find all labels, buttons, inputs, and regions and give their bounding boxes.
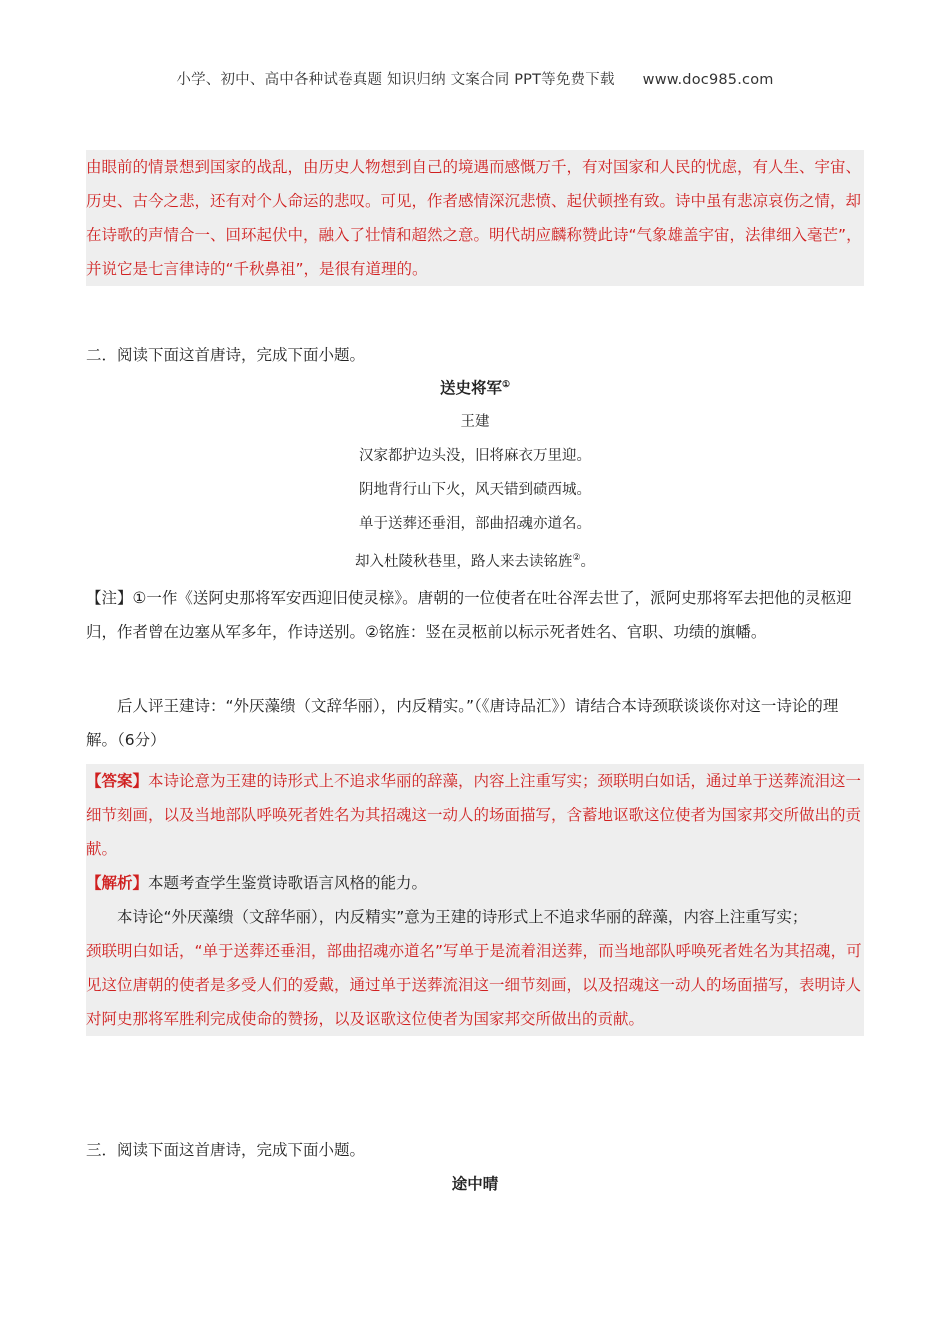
poem-title-text: 送史将军 xyxy=(439,378,502,397)
line-footnote-mark: ② xyxy=(572,553,581,563)
analysis-tag: 【解析】 xyxy=(86,874,149,892)
analysis-point-one: 本诗论“外厌藻缋（文辞华丽），内反精实”意为王建的诗形式上不追求华丽的辞藻，内容上注重写实； xyxy=(117,908,808,926)
question-prompt xyxy=(86,689,864,757)
answer-analysis-block xyxy=(86,764,864,1036)
answer-paragraph xyxy=(86,764,864,866)
analysis-paragraph xyxy=(86,866,864,900)
title-footnote-mark: ① xyxy=(501,379,511,390)
analysis-lead: 本题考查学生鉴赏诗歌语言风格的能力。 xyxy=(148,874,428,892)
poem-note xyxy=(86,581,864,649)
note-text: 【注】①一作《送阿史那将军安西迎旧使灵榇》。唐朝的一位使者在吐谷浑去世了，派阿史那将军去把他的灵柩迎归，作者曾在边塞从军多年，作诗送别。②铭旌：竖在灵柩前以标示死者姓名、官职、功绩的旗幡。 xyxy=(86,589,852,641)
poem-line: 汉家都护边头没，旧将麻衣万里迎。 xyxy=(359,448,591,464)
page-header xyxy=(0,68,950,89)
poem-line: 阴地背行山下火，风天错到碛西城。 xyxy=(359,482,591,498)
poem-title xyxy=(86,376,864,398)
poem-title-three xyxy=(86,1172,864,1194)
line-end-punct: 。 xyxy=(580,553,596,570)
answer-text: 本诗论意为王建的诗形式上不追求华丽的辞藻，内容上注重写实；颈联明白如话，通过单于送葬流泪这一细节刻画，以及当地部队呼唤死者姓名为其招魂这一动人的场面描写，含蓄地讴歌这位使者为国家邦交所做出的贡献。 xyxy=(86,772,862,858)
question-two-heading xyxy=(86,343,864,365)
question-heading: 二．阅读下面这首唐诗，完成下面小题。 xyxy=(86,346,366,364)
question-heading: 三．阅读下面这首唐诗，完成下面小题。 xyxy=(86,1141,366,1159)
analysis-continued xyxy=(86,150,864,286)
analysis-top-text: 由眼前的情景想到国家的战乱，由历史人物想到自己的境遇而感慨万千，有对国家和人民的忧虑，有人生、宇宙、历史、古今之悲，还有对个人命运的悲叹。可见，作者感情深沉悲愤、起伏顿挫有致。诗中虽有悲凉哀伤之情，却在诗歌的声情合一、回环起伏中，融入了壮情和超然之意。明代胡应麟称赞此诗“气象雄盖宇宙，法律细入毫芒”，并说它是七言律诗的“千秋鼻祖”，是很有道理的。 xyxy=(86,158,862,278)
analysis-point-two: 颈联明白如话，“单于送葬还垂泪，部曲招魂亦道名”写单于是流着泪送葬，而当地部队呼唤死者姓名为其招魂，可见这位唐朝的使者是多受人们的爱戴，通过单于送葬流泪这一细节刻画，以及招魂这一动人的场面描写，表明诗人对阿史那将军胜利完成使命的赞扬，以及讴歌这位使者为国家邦交所做出的贡献。 xyxy=(86,942,862,1028)
poem-line: 单于送葬还垂泪，部曲招魂亦道名。 xyxy=(359,516,591,532)
question-text: 后人评王建诗：“外厌藻缋（文辞华丽），内反精实。”（《唐诗品汇》）请结合本诗颈联谈谈你对这一诗论的理解。（6分） xyxy=(86,697,839,749)
answer-tag: 【答案】 xyxy=(86,772,149,790)
header-text: 小学、初中、高中各种试卷真题 知识归纳 文案合同 PPT等免费下载 xyxy=(176,72,615,88)
header-url[interactable]: www.doc985.com xyxy=(642,72,774,88)
question-three-heading xyxy=(86,1138,864,1160)
poem-author: 王建 xyxy=(460,414,490,430)
poem-title-text: 途中晴 xyxy=(451,1174,499,1193)
poem-body xyxy=(86,405,864,579)
poem-line xyxy=(86,541,864,579)
poem-line-text: 却入杜陵秋巷里，路人来去读铭旌 xyxy=(354,553,573,570)
